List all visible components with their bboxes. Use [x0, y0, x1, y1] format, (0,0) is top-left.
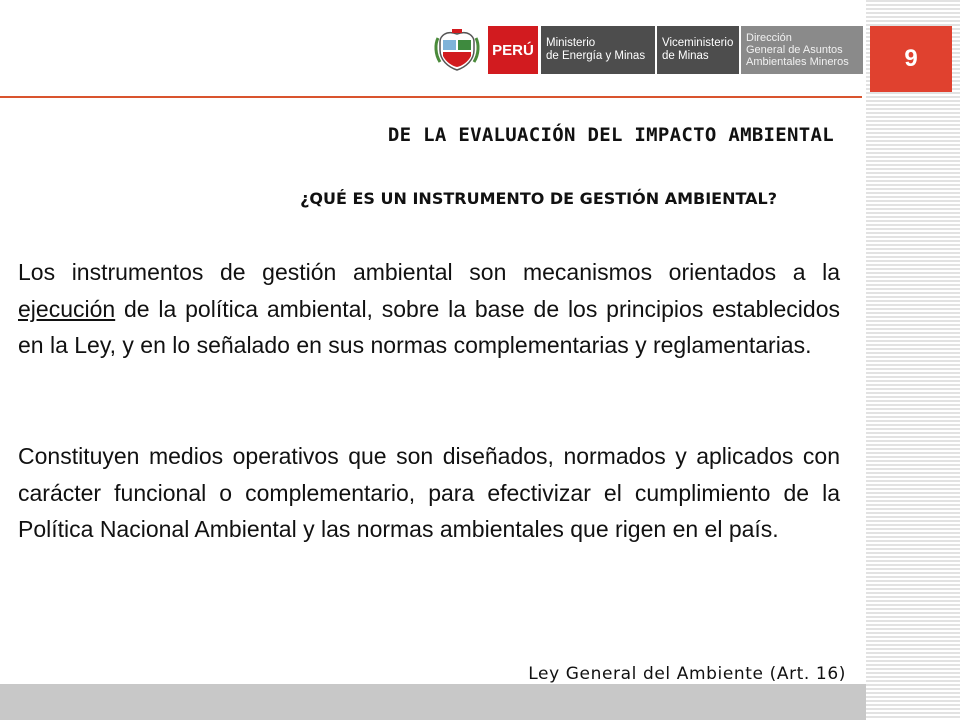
direction-logo: [741, 26, 863, 74]
p1-underlined-word: ejecución: [18, 295, 116, 322]
dir-line3: Ambientales Mineros: [746, 56, 849, 68]
peru-logo: PERÚ: [488, 26, 538, 74]
source-citation: Ley General del Ambiente (Art. 16): [528, 664, 846, 684]
paragraph-definition: [18, 254, 840, 364]
p1-text-end: de la política ambiental, sobre la base de los principios establecidos en la Ley, y en lo señalado en sus normas complementarias y reglamentarias.: [18, 295, 840, 358]
page-number-badge: 9: [870, 26, 952, 92]
paragraph-purpose: Constituyen medios operativos que son diseñados, normados y aplicados con carácter funcional o complementario, para efectivizar el cumplimiento de la Política Nacional Ambiental y las normas ambientales que rigen en el país.: [18, 443, 840, 542]
ministry-line2: de Energía y Minas: [546, 50, 646, 62]
footer-band: [0, 684, 866, 720]
p1-text-start: Los instrumentos de gestión ambiental son mecanismos orientados a la: [18, 259, 840, 285]
ministry-line1: Ministerio: [546, 37, 596, 49]
viceministry-logo: [657, 26, 739, 74]
coat-of-arms-icon: [434, 28, 480, 72]
header-divider: [0, 96, 862, 98]
slide-subtitle: ¿QUÉ ES UN INSTRUMENTO DE GESTIÓN AMBIENTAL?: [300, 189, 777, 208]
dir-line2: General de Asuntos: [746, 44, 843, 56]
dir-line1: Dirección: [746, 32, 792, 44]
slide-title: DE LA EVALUACIÓN DEL IMPACTO AMBIENTAL: [387, 124, 834, 146]
ministry-logo: [541, 26, 655, 74]
decorative-side-strip: [866, 0, 960, 720]
vice-line1: Viceministerio: [662, 37, 734, 49]
vice-line2: de Minas: [662, 50, 709, 62]
